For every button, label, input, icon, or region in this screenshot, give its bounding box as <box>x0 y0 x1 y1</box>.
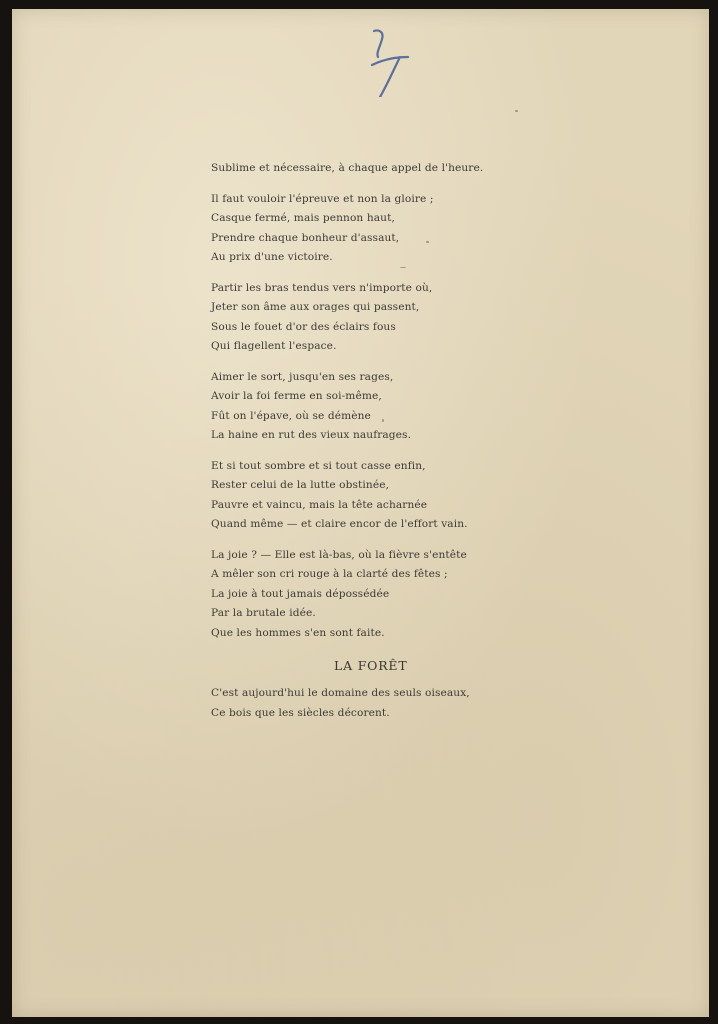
stanza-6 <box>211 546 511 644</box>
poem-line: Au prix d'une victoire. <box>211 251 333 263</box>
document-page <box>12 9 709 1017</box>
poem-line: La joie à tout jamais dépossédée <box>211 587 390 600</box>
stanza-1 <box>211 159 511 179</box>
poem-line: Aimer le sort, jusqu'en ses rages, <box>211 370 394 383</box>
poem-text <box>211 159 511 723</box>
poem-line: Fût on l'épave, où se démène <box>211 409 371 422</box>
stanza-4 <box>211 368 511 446</box>
paper-speck <box>426 241 429 243</box>
stanza-2 <box>211 190 511 268</box>
paper-speck <box>400 267 406 268</box>
poem-line: Quand même — et claire encor de l'effort vain. <box>211 518 468 530</box>
poem-line: A mêler son cri rouge à la clarté des fêtes ; <box>211 568 448 580</box>
poem-line: Prendre chaque bonheur d'assaut, <box>211 231 400 244</box>
poem-line: Avoir la foi ferme en soi-même, <box>211 390 382 402</box>
paper-speck <box>382 419 384 422</box>
poem-line: Sous le fouet d'or des éclairs fous <box>211 320 396 333</box>
poem-line: C'est aujourd'hui le domaine des seuls oiseaux, <box>211 687 470 699</box>
poem-line: Casque fermé, mais pennon haut, <box>211 212 395 224</box>
next-poem-title: LA FORÊT <box>334 658 408 673</box>
poem-line: La haine en rut des vieux naufrages. <box>211 429 412 441</box>
poem-line: Rester celui de la lutte obstinée, <box>211 479 390 491</box>
handwritten-folio-number <box>368 27 418 97</box>
poem-line: Jeter son âme aux orages qui passent, <box>211 301 420 313</box>
poem-line: Il faut vouloir l'épreuve et non la gloire ; <box>211 192 434 205</box>
poem-line: Partir les bras tendus vers n'importe où, <box>211 281 433 294</box>
paper-speck <box>515 110 518 112</box>
stanza-3 <box>211 279 511 357</box>
poem-line: Et si tout sombre et si tout casse enfin, <box>211 459 426 472</box>
poem-line: Pauvre et vaincu, mais la tête acharnée <box>211 498 428 511</box>
poem-line: Que les hommes s'en sont faite. <box>211 626 385 639</box>
poem-line: La joie ? — Elle est là-bas, où la fièvre s'entête <box>211 548 467 561</box>
poem-line: Sublime et nécessaire, à chaque appel de l'heure. <box>211 162 484 174</box>
stanza-5 <box>211 457 511 535</box>
poem-line: Qui flagellent l'espace. <box>211 340 337 352</box>
poem-line: Par la brutale idée. <box>211 607 316 619</box>
poem-line: Ce bois que les siècles décorent. <box>211 706 390 719</box>
